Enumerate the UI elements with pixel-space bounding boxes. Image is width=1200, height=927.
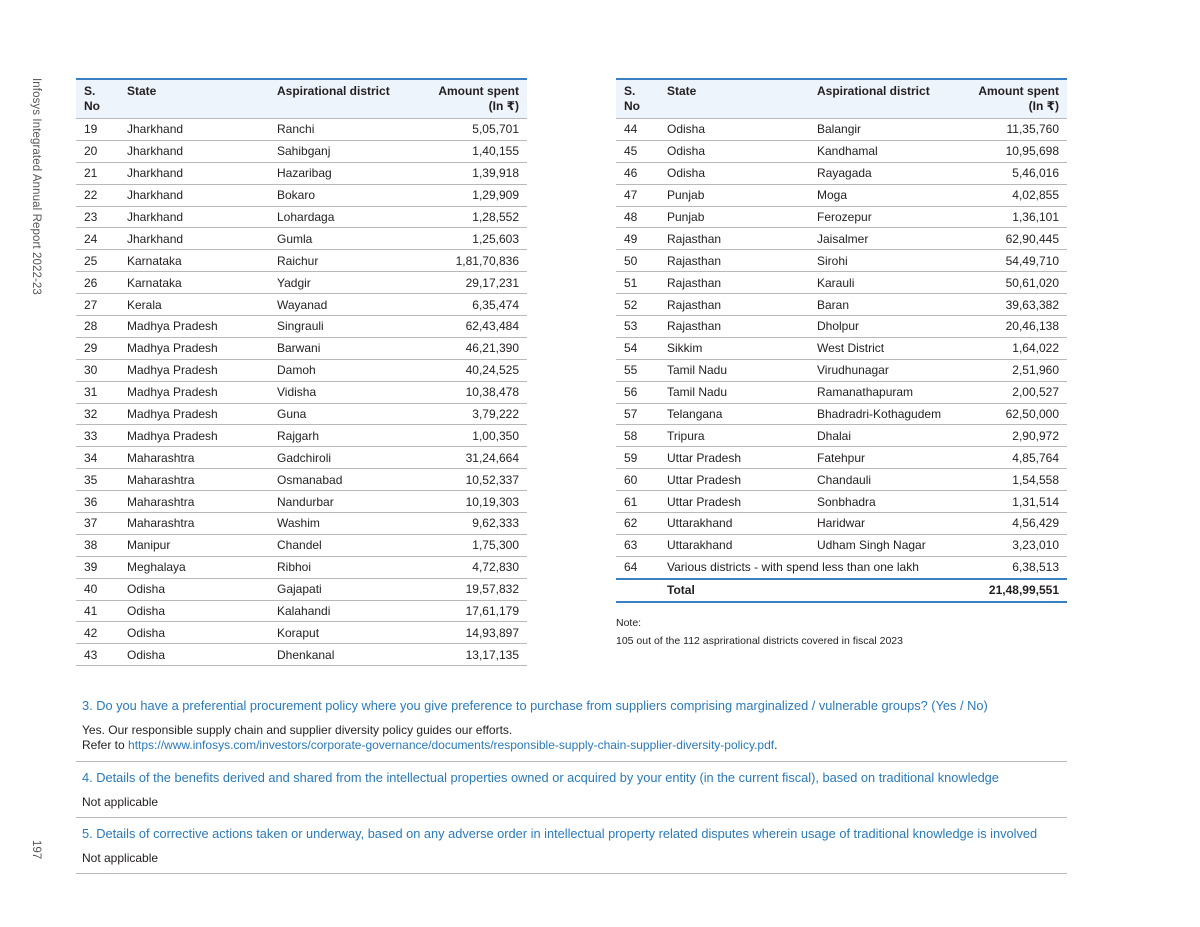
state-cell: Punjab bbox=[659, 184, 809, 206]
state-cell: Madhya Pradesh bbox=[119, 359, 269, 381]
amount-cell: 39,63,382 bbox=[959, 294, 1067, 316]
district-cell: Gajapati bbox=[269, 578, 419, 600]
district-cell: Singrauli bbox=[269, 316, 419, 338]
sno-cell: 44 bbox=[616, 119, 659, 141]
district-cell: Chandauli bbox=[809, 469, 959, 491]
state-cell: Odisha bbox=[119, 644, 269, 666]
amount-cell: 10,38,478 bbox=[419, 381, 527, 403]
district-cell: Gumla bbox=[269, 228, 419, 250]
amount-cell: 1,81,70,836 bbox=[419, 250, 527, 272]
district-cell: Balangir bbox=[809, 119, 959, 141]
header-state: State bbox=[667, 84, 697, 98]
amount-cell: 40,24,525 bbox=[419, 359, 527, 381]
sno-cell: 45 bbox=[616, 140, 659, 162]
district-cell: Bokaro bbox=[269, 184, 419, 206]
answer-prefix: Refer to bbox=[82, 738, 129, 752]
sno-cell: 22 bbox=[76, 184, 119, 206]
amount-cell: 10,95,698 bbox=[959, 140, 1067, 162]
district-cell: Fatehpur bbox=[809, 447, 959, 469]
state-cell: Uttar Pradesh bbox=[659, 469, 809, 491]
sno-cell: 60 bbox=[616, 469, 659, 491]
district-cell: Sonbhadra bbox=[809, 491, 959, 513]
district-cell: Sahibganj bbox=[269, 140, 419, 162]
table-row bbox=[76, 381, 527, 403]
amount-cell: 1,64,022 bbox=[959, 337, 1067, 359]
amount-cell: 62,50,000 bbox=[959, 403, 1067, 425]
table-row bbox=[76, 119, 527, 141]
header-amount: Amount spent (In ₹) bbox=[978, 84, 1059, 113]
district-cell: Baran bbox=[809, 294, 959, 316]
question-5-heading: 5. Details of corrective actions taken or underway, based on any adverse order in intellectual property related disputes wherein usage of traditional knowledge is involved bbox=[82, 826, 1038, 841]
district-cell: Hazaribag bbox=[269, 162, 419, 184]
sno-cell: 38 bbox=[76, 534, 119, 556]
question-3-heading: 3. Do you have a preferential procurement policy where you give preference to purchase from suppliers comprising marginalized / vulnerable groups? (Yes / No) bbox=[82, 698, 988, 713]
table-row bbox=[76, 250, 527, 272]
amount-cell: 6,35,474 bbox=[419, 294, 527, 316]
table-row bbox=[76, 403, 527, 425]
sno-cell: 49 bbox=[616, 228, 659, 250]
table-row bbox=[616, 316, 1067, 338]
state-cell: Jharkhand bbox=[119, 140, 269, 162]
district-cell: Sirohi bbox=[809, 250, 959, 272]
district-cell: Virudhunagar bbox=[809, 359, 959, 381]
amount-cell: 1,28,552 bbox=[419, 206, 527, 228]
table-row bbox=[76, 644, 527, 666]
state-cell: Tripura bbox=[659, 425, 809, 447]
sno-cell: 34 bbox=[76, 447, 119, 469]
amount-cell: 2,90,972 bbox=[959, 425, 1067, 447]
state-cell: Madhya Pradesh bbox=[119, 403, 269, 425]
sno-cell: 21 bbox=[76, 162, 119, 184]
sno-cell: 37 bbox=[76, 513, 119, 535]
district-cell: Bhadradri-Kothagudem bbox=[809, 403, 959, 425]
table-row bbox=[76, 600, 527, 622]
sno-cell: 46 bbox=[616, 162, 659, 184]
amount-cell: 19,57,832 bbox=[419, 578, 527, 600]
amount-cell: 4,72,830 bbox=[419, 556, 527, 578]
table-cell: 6,38,513 bbox=[959, 556, 1067, 578]
sno-cell: 52 bbox=[616, 294, 659, 316]
district-cell: Guna bbox=[269, 403, 419, 425]
amount-cell: 3,23,010 bbox=[959, 534, 1067, 556]
table-row bbox=[616, 534, 1067, 556]
table-row bbox=[76, 162, 527, 184]
table-row bbox=[616, 206, 1067, 228]
state-cell: Rajasthan bbox=[659, 228, 809, 250]
table-row bbox=[76, 447, 527, 469]
sno-cell: 63 bbox=[616, 534, 659, 556]
amount-cell: 1,54,558 bbox=[959, 469, 1067, 491]
state-cell: Punjab bbox=[659, 206, 809, 228]
question-3-block bbox=[76, 697, 1067, 762]
sno-cell: 51 bbox=[616, 272, 659, 294]
district-cell: Barwani bbox=[269, 337, 419, 359]
table-row bbox=[616, 469, 1067, 491]
amount-cell: 11,35,760 bbox=[959, 119, 1067, 141]
amount-cell: 46,21,390 bbox=[419, 337, 527, 359]
header-sno: S. No bbox=[624, 84, 640, 113]
district-cell: Dhenkanal bbox=[269, 644, 419, 666]
table-header-row bbox=[616, 79, 1067, 119]
sno-cell: 61 bbox=[616, 491, 659, 513]
amount-cell: 1,25,603 bbox=[419, 228, 527, 250]
table-cell: Various districts - with spend less than one lakh bbox=[659, 556, 959, 578]
sno-cell: 42 bbox=[76, 622, 119, 644]
total-label: Total bbox=[659, 579, 809, 602]
sno-cell: 41 bbox=[76, 600, 119, 622]
state-cell: Maharashtra bbox=[119, 447, 269, 469]
aspirational-districts-table-left bbox=[76, 78, 527, 666]
table-row bbox=[76, 513, 527, 535]
district-cell: Koraput bbox=[269, 622, 419, 644]
district-cell: Chandel bbox=[269, 534, 419, 556]
district-cell: Udham Singh Nagar bbox=[809, 534, 959, 556]
state-cell: Rajasthan bbox=[659, 250, 809, 272]
amount-cell: 4,56,429 bbox=[959, 513, 1067, 535]
question-4-answer: Not applicable bbox=[82, 795, 159, 809]
sno-cell: 20 bbox=[76, 140, 119, 162]
district-cell: Ferozepur bbox=[809, 206, 959, 228]
state-cell: Uttarakhand bbox=[659, 513, 809, 535]
sno-cell: 28 bbox=[76, 316, 119, 338]
sno-cell: 32 bbox=[76, 403, 119, 425]
district-cell: Jaisalmer bbox=[809, 228, 959, 250]
amount-cell: 1,40,155 bbox=[419, 140, 527, 162]
page-number: 197 bbox=[30, 840, 42, 860]
sno-cell: 56 bbox=[616, 381, 659, 403]
table-row bbox=[76, 491, 527, 513]
sno-cell: 47 bbox=[616, 184, 659, 206]
state-cell: Rajasthan bbox=[659, 272, 809, 294]
district-cell: Dholpur bbox=[809, 316, 959, 338]
state-cell: Jharkhand bbox=[119, 119, 269, 141]
state-cell: Maharashtra bbox=[119, 491, 269, 513]
state-cell: Uttar Pradesh bbox=[659, 491, 809, 513]
state-cell: Odisha bbox=[119, 578, 269, 600]
state-cell: Madhya Pradesh bbox=[119, 425, 269, 447]
table-row bbox=[616, 250, 1067, 272]
header-sno: S. No bbox=[84, 84, 100, 113]
state-cell: Karnataka bbox=[119, 250, 269, 272]
state-cell: Uttar Pradesh bbox=[659, 447, 809, 469]
sno-cell: 50 bbox=[616, 250, 659, 272]
district-cell: Ribhoi bbox=[269, 556, 419, 578]
state-cell: Rajasthan bbox=[659, 294, 809, 316]
sno-cell: 33 bbox=[76, 425, 119, 447]
state-cell: Tamil Nadu bbox=[659, 381, 809, 403]
table-row bbox=[76, 206, 527, 228]
amount-cell: 50,61,020 bbox=[959, 272, 1067, 294]
district-cell: Washim bbox=[269, 513, 419, 535]
question-5-block bbox=[76, 825, 1067, 874]
header-amount: Amount spent (In ₹) bbox=[438, 84, 519, 113]
amount-cell: 62,43,484 bbox=[419, 316, 527, 338]
district-cell: Dhalai bbox=[809, 425, 959, 447]
question-3-answer bbox=[76, 723, 1067, 753]
sno-cell: 57 bbox=[616, 403, 659, 425]
policy-link[interactable]: https://www.infosys.com/investors/corporate-governance/documents/responsible-supply-chain-supplier-diversity-policy.pdf bbox=[128, 738, 775, 752]
table-row bbox=[76, 425, 527, 447]
state-cell: Tamil Nadu bbox=[659, 359, 809, 381]
table-row bbox=[616, 184, 1067, 206]
amount-cell: 1,31,514 bbox=[959, 491, 1067, 513]
district-cell: Wayanad bbox=[269, 294, 419, 316]
table-cell bbox=[809, 579, 959, 602]
amount-cell: 31,24,664 bbox=[419, 447, 527, 469]
header-district: Aspirational district bbox=[277, 84, 390, 98]
table-row bbox=[76, 622, 527, 644]
table-row bbox=[76, 140, 527, 162]
district-cell: Ranchi bbox=[269, 119, 419, 141]
state-cell: Rajasthan bbox=[659, 316, 809, 338]
state-cell: Odisha bbox=[659, 119, 809, 141]
amount-cell: 20,46,138 bbox=[959, 316, 1067, 338]
state-cell: Odisha bbox=[659, 162, 809, 184]
amount-cell: 4,85,764 bbox=[959, 447, 1067, 469]
answer-suffix: . bbox=[774, 738, 778, 752]
district-cell: Nandurbar bbox=[269, 491, 419, 513]
district-cell: Gadchiroli bbox=[269, 447, 419, 469]
district-cell: Kalahandi bbox=[269, 600, 419, 622]
state-cell: Telangana bbox=[659, 403, 809, 425]
amount-cell: 2,00,527 bbox=[959, 381, 1067, 403]
amount-cell: 62,90,445 bbox=[959, 228, 1067, 250]
state-cell: Madhya Pradesh bbox=[119, 381, 269, 403]
sno-cell: 19 bbox=[76, 119, 119, 141]
answer-line bbox=[82, 738, 1067, 753]
sno-cell: 27 bbox=[76, 294, 119, 316]
sno-cell: 39 bbox=[76, 556, 119, 578]
table-row bbox=[76, 578, 527, 600]
district-cell: Yadgir bbox=[269, 272, 419, 294]
amount-cell: 5,05,701 bbox=[419, 119, 527, 141]
amount-cell: 13,17,135 bbox=[419, 644, 527, 666]
note-title: Note: bbox=[616, 617, 642, 629]
table-row bbox=[616, 425, 1067, 447]
amount-cell: 1,39,918 bbox=[419, 162, 527, 184]
report-title-vertical: Infosys Integrated Annual Report 2022-23 bbox=[30, 78, 42, 295]
state-cell: Jharkhand bbox=[119, 184, 269, 206]
table-row bbox=[616, 491, 1067, 513]
state-cell: Jharkhand bbox=[119, 206, 269, 228]
amount-cell: 10,52,337 bbox=[419, 469, 527, 491]
question-4-heading: 4. Details of the benefits derived and shared from the intellectual properties owned or acquired by your entity (in the current fiscal), based on traditional knowledge bbox=[82, 770, 999, 785]
note-text: 105 out of the 112 asprirational districts covered in fiscal 2023 bbox=[616, 635, 903, 647]
amount-cell: 2,51,960 bbox=[959, 359, 1067, 381]
sno-cell: 40 bbox=[76, 578, 119, 600]
amount-cell: 10,19,303 bbox=[419, 491, 527, 513]
table-row bbox=[76, 359, 527, 381]
state-cell: Odisha bbox=[119, 622, 269, 644]
amount-cell: 3,79,222 bbox=[419, 403, 527, 425]
sno-cell: 55 bbox=[616, 359, 659, 381]
sno-cell: 30 bbox=[76, 359, 119, 381]
table-row bbox=[616, 162, 1067, 184]
district-cell: Vidisha bbox=[269, 381, 419, 403]
district-cell: Ramanathapuram bbox=[809, 381, 959, 403]
table-row bbox=[616, 228, 1067, 250]
amount-cell: 1,36,101 bbox=[959, 206, 1067, 228]
state-cell: Odisha bbox=[659, 140, 809, 162]
sno-cell: 48 bbox=[616, 206, 659, 228]
question-4-block bbox=[76, 769, 1067, 818]
answer-line: Yes. Our responsible supply chain and supplier diversity policy guides our efforts. bbox=[82, 723, 513, 737]
sno-cell: 23 bbox=[76, 206, 119, 228]
total-row bbox=[616, 579, 1067, 602]
amount-cell: 5,46,016 bbox=[959, 162, 1067, 184]
state-cell: Sikkim bbox=[659, 337, 809, 359]
table-row bbox=[76, 184, 527, 206]
district-cell: Haridwar bbox=[809, 513, 959, 535]
table-row bbox=[76, 556, 527, 578]
sno-cell: 29 bbox=[76, 337, 119, 359]
state-cell: Jharkhand bbox=[119, 228, 269, 250]
table-row bbox=[616, 381, 1067, 403]
aspirational-districts-table-right bbox=[616, 78, 1067, 603]
amount-cell: 1,29,909 bbox=[419, 184, 527, 206]
table-row bbox=[616, 119, 1067, 141]
state-cell: Uttarakhand bbox=[659, 534, 809, 556]
various-districts-row bbox=[616, 556, 1067, 578]
state-cell: Madhya Pradesh bbox=[119, 337, 269, 359]
state-cell: Meghalaya bbox=[119, 556, 269, 578]
amount-cell: 1,75,300 bbox=[419, 534, 527, 556]
total-amount: 21,48,99,551 bbox=[959, 579, 1067, 602]
table-row bbox=[616, 403, 1067, 425]
state-cell: Maharashtra bbox=[119, 469, 269, 491]
header-state: State bbox=[127, 84, 157, 98]
state-cell: Kerala bbox=[119, 294, 269, 316]
table-header-row bbox=[76, 79, 527, 119]
table-row bbox=[616, 359, 1067, 381]
table-row bbox=[76, 469, 527, 491]
table-row bbox=[76, 272, 527, 294]
district-cell: Raichur bbox=[269, 250, 419, 272]
district-cell: Kandhamal bbox=[809, 140, 959, 162]
district-cell: Karauli bbox=[809, 272, 959, 294]
table-note bbox=[616, 614, 903, 650]
question-5-answer: Not applicable bbox=[82, 851, 159, 865]
state-cell: Karnataka bbox=[119, 272, 269, 294]
table-row bbox=[76, 337, 527, 359]
sno-cell: 62 bbox=[616, 513, 659, 535]
table-row bbox=[616, 140, 1067, 162]
header-district: Aspirational district bbox=[817, 84, 930, 98]
table-row bbox=[76, 228, 527, 250]
table-row bbox=[616, 447, 1067, 469]
sno-cell: 31 bbox=[76, 381, 119, 403]
state-cell: Maharashtra bbox=[119, 513, 269, 535]
district-cell: Osmanabad bbox=[269, 469, 419, 491]
district-cell: West District bbox=[809, 337, 959, 359]
table-cell: 64 bbox=[616, 556, 659, 578]
state-cell: Odisha bbox=[119, 600, 269, 622]
amount-cell: 9,62,333 bbox=[419, 513, 527, 535]
table-row bbox=[616, 513, 1067, 535]
table-row bbox=[76, 294, 527, 316]
state-cell: Madhya Pradesh bbox=[119, 316, 269, 338]
table-row bbox=[616, 272, 1067, 294]
sno-cell: 43 bbox=[76, 644, 119, 666]
sno-cell: 26 bbox=[76, 272, 119, 294]
sno-cell: 24 bbox=[76, 228, 119, 250]
sno-cell: 54 bbox=[616, 337, 659, 359]
sno-cell: 58 bbox=[616, 425, 659, 447]
table-row bbox=[76, 534, 527, 556]
amount-cell: 29,17,231 bbox=[419, 272, 527, 294]
district-cell: Lohardaga bbox=[269, 206, 419, 228]
sno-cell: 59 bbox=[616, 447, 659, 469]
sno-cell: 53 bbox=[616, 316, 659, 338]
amount-cell: 1,00,350 bbox=[419, 425, 527, 447]
district-cell: Rajgarh bbox=[269, 425, 419, 447]
sno-cell: 25 bbox=[76, 250, 119, 272]
district-cell: Moga bbox=[809, 184, 959, 206]
state-cell: Jharkhand bbox=[119, 162, 269, 184]
table-row bbox=[616, 294, 1067, 316]
amount-cell: 54,49,710 bbox=[959, 250, 1067, 272]
state-cell: Manipur bbox=[119, 534, 269, 556]
table-row bbox=[616, 337, 1067, 359]
district-cell: Rayagada bbox=[809, 162, 959, 184]
amount-cell: 4,02,855 bbox=[959, 184, 1067, 206]
district-cell: Damoh bbox=[269, 359, 419, 381]
sno-cell: 36 bbox=[76, 491, 119, 513]
amount-cell: 17,61,179 bbox=[419, 600, 527, 622]
sno-cell: 35 bbox=[76, 469, 119, 491]
amount-cell: 14,93,897 bbox=[419, 622, 527, 644]
table-row bbox=[76, 316, 527, 338]
table-cell bbox=[616, 579, 659, 602]
